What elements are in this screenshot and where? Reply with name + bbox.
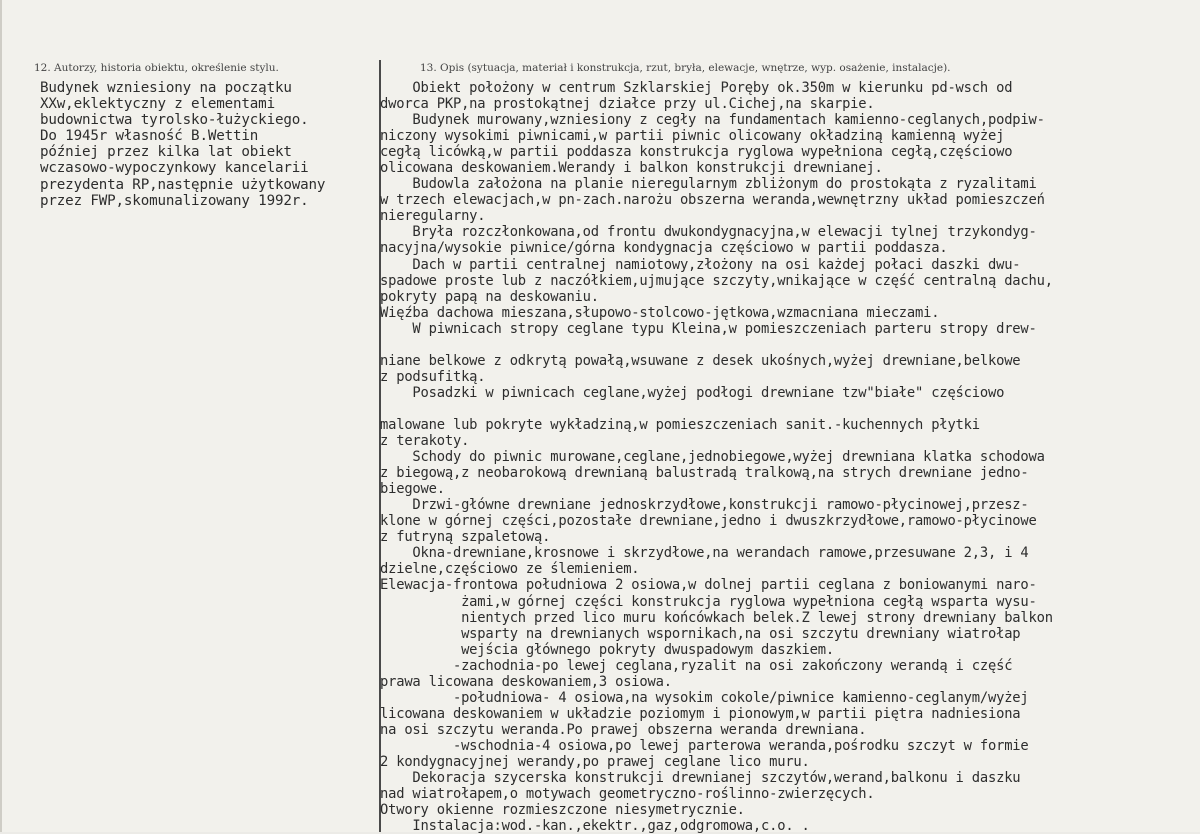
description-text-line: dworca PKP,na prostokątnej działce przy ul.Cichej,na skarpie. — [380, 96, 875, 113]
description-column — [380, 80, 1192, 834]
section-13-heading: 13. Opis (sytuacja, materiał i konstrukcja, rzut, bryła, elewacje, wnętrze, wyp. osażenie, instalacje). — [420, 62, 951, 74]
description-text-line: z futryną szpaletową. — [380, 529, 551, 546]
history-text-line: przez FWP,skomunalizowany 1992r. — [40, 192, 309, 209]
description-text-line: -wschodnia-4 osiowa,po lewej parterowa weranda,pośrodku szczyt w formie — [380, 737, 1029, 754]
description-text-line — [380, 401, 1192, 417]
history-text-line: XXw,eklektyczny z elementami — [40, 96, 275, 113]
description-text-line: nacyjna/wysokie piwnice/górna kondygnacja częściowo w partii poddasza. — [380, 240, 948, 257]
description-text-line: nad wiatrołapem,o motywach geometryczno-roślinno-zwierzęcych. — [380, 786, 875, 803]
description-text-line: niczony wysokimi piwnicami,w partii piwnic olicowany okładziną kamienną wyżej — [380, 128, 1005, 145]
history-text-line: wczasowo-wypoczynkowy kancelarii — [40, 160, 309, 177]
description-text-line: niane belkowe z odkrytą powałą,wsuwane z desek ukośnych,wyżej drewniane,belkowe — [380, 352, 1021, 369]
description-text-line: Dekoracja szycerska konstrukcji drewnianej szczytów,werand,balkonu i daszku — [380, 770, 1021, 787]
description-text-line: z terakoty. — [380, 433, 470, 450]
description-text-line: Otwory okienne rozmieszczone niesymetrycznie. — [380, 802, 745, 819]
description-text-line: spadowe proste lub z naczółkiem,ujmujące szczyty,wnikające w część centralną dachu, — [380, 272, 1053, 289]
description-text-line: Schody do piwnic murowane,ceglane,jednobiegowe,wyżej drewniana klatka schodowa — [380, 449, 1045, 466]
history-text-line: Do 1945r własność B.Wettin — [40, 128, 259, 145]
description-text-line: Obiekt położony w centrum Szklarskiej Poręby ok.350m w kierunku pd-wsch od — [380, 80, 1013, 96]
description-text-line: z biegową,z neobarokową drewnianą balustradą tralkową,na strych drewniane jedno- — [380, 465, 1029, 482]
description-text-line: licowana deskowaniem w układzie poziomym i pionowym,w partii piętra nadniesiona — [380, 705, 1021, 722]
description-text-line: biegowe. — [380, 481, 445, 498]
description-text-line: -południowa- 4 osiowa,na wysokim cokole/piwnice kamienno-ceglanym/wyżej — [380, 689, 1029, 706]
history-text-line: prezydenta RP,następnie użytkowany — [40, 176, 326, 193]
description-text-line: Elewacja-frontowa południowa 2 osiowa,w dolnej partii ceglana z boniowanymi naro- — [380, 577, 1037, 594]
history-text-line: Budynek wzniesiony na początku — [40, 80, 292, 96]
description-text-line: żami,w górnej części konstrukcja ryglowa wypełniona cegłą wsparta wysu- — [380, 593, 1037, 610]
description-text-line: 2 kondygnacyjnej werandy,po prawej ceglane lico muru. — [380, 753, 810, 770]
description-text-line: W piwnicach stropy ceglane typu Kleina,w pomieszczeniach parteru stropy drew- — [380, 320, 1037, 337]
description-text-line: z podsufitką. — [380, 368, 486, 385]
section-12-heading: 12. Autorzy, historia obiektu, określenie stylu. — [34, 62, 279, 74]
description-text-line: Więźba dachowa mieszana,słupowo-stolcowo-jętkowa,wzmacniana mieczami. — [380, 304, 940, 321]
description-text-line: w trzech elewacjach,w pn-zach.narożu obszerna weranda,wewnętrzny układ pomieszczeń — [380, 192, 1045, 209]
description-text-line: wejścia głównego pokryty dwuspadowym daszkiem. — [380, 641, 834, 658]
description-text-line: nieregularny. — [380, 208, 486, 225]
description-text-line: Budowla założona na planie nieregularnym zbliżonym do prostokąta z ryzalitami — [380, 176, 1037, 193]
description-text-line: na osi szczytu weranda.Po prawej obszerna weranda drewniana. — [380, 721, 867, 738]
description-text-line: prawa licowana deskowaniem,3 osiowa. — [380, 673, 672, 690]
description-text-line: pokryty papą na deskowaniu. — [380, 288, 599, 305]
description-text-line: Drzwi-główne drewniane jednoskrzydłowe,konstrukcji ramowo-płycinowej,przesz- — [380, 497, 1029, 514]
description-text-line: wsparty na drewnianych wspornikach,na osi szczytu drewniany wiatrołap — [380, 625, 1021, 642]
description-text-line: Bryła rozczłonkowana,od frontu dwukondygnacyjna,w elewacji tylnej trzykondyg- — [380, 224, 1037, 241]
description-text-line: Budynek murowany,wzniesiony z cegły na fundamentach kamienno-ceglanych,podpiw- — [380, 112, 1045, 129]
description-text-line: Okna-drewniane,krosnowe i skrzydłowe,na werandach ramowe,przesuwane 2,3, i 4 — [380, 545, 1029, 562]
description-text-line — [380, 337, 1192, 353]
description-text-line: Instalacja:wod.-kan.,ekektr.,gaz,odgromowa,c.o. . — [380, 818, 810, 834]
description-text-line: -zachodnia-po lewej ceglana,ryzalit na osi zakończony werandą i część — [380, 657, 1013, 674]
description-text-line: malowane lub pokryte wykładziną,w pomieszczeniach sanit.-kuchennych płytki — [380, 416, 980, 433]
description-text-line: cegłą licówką,w partii poddasza konstrukcja ryglowa wypełniona cegłą,częściowo — [380, 144, 1013, 161]
history-text-line: później przez kilka lat obiekt — [40, 144, 292, 161]
description-text-line: nientych przed lico muru końcówkach belek.Z lewej strony drewniany balkon — [380, 609, 1053, 626]
description-text-line: dzielne,częściowo ze ślemieniem. — [380, 561, 640, 578]
description-text-line: Dach w partii centralnej namiotowy,złożony na osi każdej połaci daszki dwu- — [380, 256, 1021, 273]
description-text-line: olicowana deskowaniem.Werandy i balkon konstrukcji drewnianej. — [380, 160, 883, 177]
description-text-line: Posadzki w piwnicach ceglane,wyżej podłogi drewniane tzw"białe" częściowo — [380, 384, 1005, 401]
history-column — [40, 80, 380, 209]
description-text-line: klone w górnej części,pozostałe drewniane,jedno i dwuszkrzydłowe,ramowo-płycinowe — [380, 513, 1037, 530]
history-text-line: budownictwa tyrolsko-łużyckiego. — [40, 112, 309, 129]
